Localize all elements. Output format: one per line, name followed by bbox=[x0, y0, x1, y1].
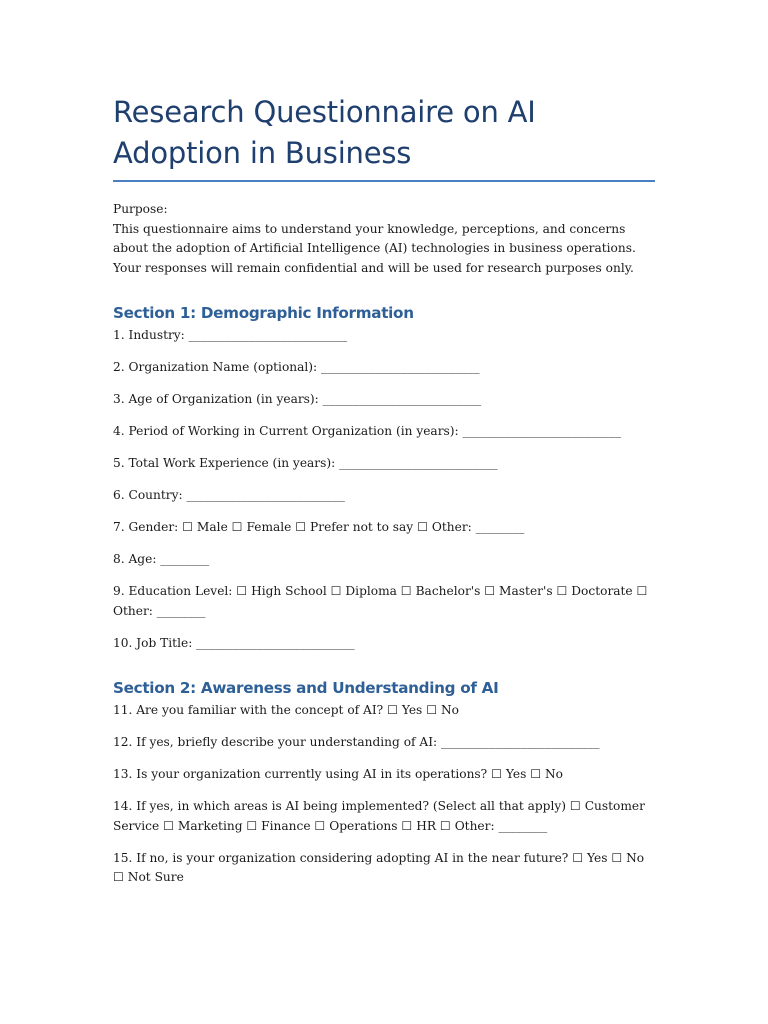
question-15: 15. If no, is your organization considering adopting AI in the near future? ☐ Yes ☐ No ☐ Not Sure bbox=[113, 850, 645, 884]
question-12: 12. If yes, briefly describe your understanding of AI: __________________________ bbox=[113, 735, 600, 749]
question-9: 9. Education Level: ☐ High School ☐ Diploma ☐ Bachelor's ☐ Master's ☐ Doctorate ☐ Other: ________ bbox=[113, 584, 648, 618]
document-title: Research Questionnaire on AI Adoption in Business bbox=[113, 95, 536, 170]
section-1-heading: Section 1: Demographic Information bbox=[113, 304, 414, 322]
question-5: 5. Total Work Experience (in years): __________________________ bbox=[113, 456, 498, 470]
question-13: 13. Is your organization currently using AI in its operations? ☐ Yes ☐ No bbox=[113, 767, 564, 781]
question-14: 14. If yes, in which areas is AI being implemented? (Select all that apply) ☐ Customer Service ☐ Marketing ☐ Finance ☐ Operations ☐ HR ☐ Other: ________ bbox=[113, 799, 645, 833]
question-6: 6. Country: __________________________ bbox=[113, 488, 345, 502]
purpose-heading: Purpose: bbox=[113, 202, 168, 216]
question-10: 10. Job Title: __________________________ bbox=[113, 635, 355, 650]
section-2-heading: Section 2: Awareness and Understanding of AI bbox=[113, 679, 499, 697]
question-4: 4. Period of Working in Current Organization (in years): __________________________ bbox=[113, 424, 621, 438]
document-page bbox=[113, 92, 658, 888]
question-3: 3. Age of Organization (in years): __________________________ bbox=[113, 392, 482, 406]
question-11: 11. Are you familiar with the concept of AI? ☐ Yes ☐ No bbox=[113, 703, 459, 717]
question-7: 7. Gender: ☐ Male ☐ Female ☐ Prefer not to say ☐ Other: ________ bbox=[113, 520, 525, 534]
purpose-block bbox=[113, 200, 658, 278]
purpose-text: This questionnaire aims to understand your knowledge, perceptions, and concerns about the adoption of Artificial Intelligence (AI) technologies in business operations. Your responses will remain confidential and will be used for research purposes only. bbox=[113, 221, 636, 275]
title-divider bbox=[113, 180, 655, 182]
question-1: 1. Industry: __________________________ bbox=[113, 328, 348, 342]
question-2: 2. Organization Name (optional): __________________________ bbox=[113, 360, 480, 374]
question-8: 8. Age: ________ bbox=[113, 552, 210, 566]
